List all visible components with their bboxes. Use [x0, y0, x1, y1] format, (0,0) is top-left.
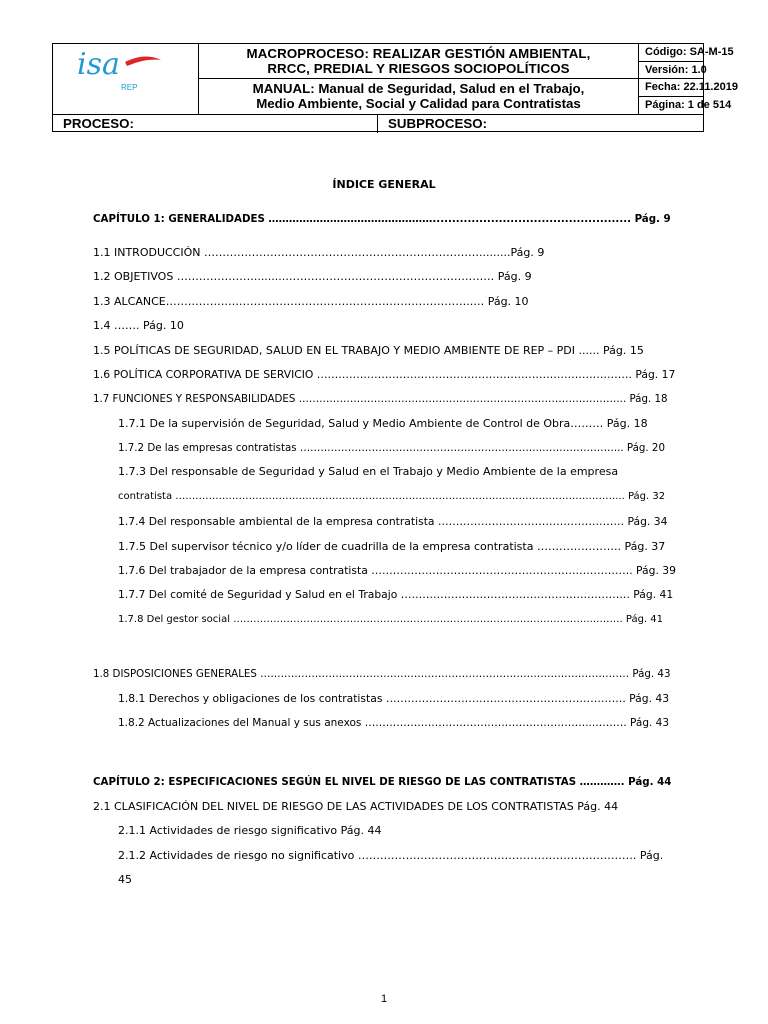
toc-entry-1-7-6[interactable]: 1.7.6 Del trabajador de la empresa contratista ………………………………………………………………. Pág. 39 [118, 564, 676, 577]
manual-line-2: Medio Ambiente, Social y Calidad para Contratistas [256, 96, 581, 111]
toc-entry-chapter-2[interactable]: CAPÍTULO 2: ESPECIFICACIONES SEGÚN EL NIVEL DE RIESGO DE LAS CONTRATISTAS …………. Pág. 44 [93, 776, 672, 788]
toc-entry-1-7-3[interactable]: 1.7.3 Del responsable de Seguridad y Salud en el Trabajo y Medio Ambiente de la empresa [118, 465, 619, 478]
toc-entry-1-8[interactable]: 1.8 DISPOSICIONES GENERALES ……………………………………………………………………………………………… Pág. 43 [93, 668, 671, 680]
page-number: 1 [380, 993, 388, 1005]
toc-entry-1-7-7[interactable]: 1.7.7 Del comité de Seguridad y Salud en el Trabajo ………………………………………………………. Pág. 41 [118, 588, 674, 601]
toc-entry-1-4[interactable]: 1.4 ……. Pág. 10 [93, 319, 184, 332]
toc-entry-1-8-2[interactable]: 1.8.2 Actualizaciones del Manual y sus anexos ………………………………………………………...……… Pág. 43 [118, 717, 670, 729]
proceso-label: PROCESO: [53, 115, 378, 133]
logo-rep-text: REP [121, 83, 138, 92]
manual-line-1: MANUAL: Manual de Seguridad, Salud en el Trabajo, [252, 81, 585, 96]
isa-logo [73, 46, 177, 110]
toc-entry-1-6[interactable]: 1.6 POLÍTICA CORPORATIVA DE SERVICIO ……………………………………………………………………………. Pág. 17 [93, 368, 676, 381]
toc-entry-2-1-2-cont[interactable]: 45 [118, 873, 132, 886]
macroproceso-line-2: RRCC, PREDIAL Y RIESGOS SOCIOPOLÍTICOS [267, 61, 570, 76]
toc-entry-1-7-8[interactable]: 1.7.8 Del gestor social ……………………………………………………………………………………………..………. Pág. 41 [118, 614, 664, 625]
fecha-field: Fecha: 22.11.2019 [639, 79, 703, 97]
toc-title: ÍNDICE GENERAL [332, 178, 436, 191]
toc-entry-1-7-1[interactable]: 1.7.1 De la supervisión de Seguridad, Salud y Medio Ambiente de Control de Obra……… Pág. 18 [118, 417, 648, 430]
toc-entry-1-7-2[interactable]: 1.7.2 De las empresas contratistas ……………………………………………………………..…………………... Pág. 20 [118, 442, 665, 454]
subproceso-label: SUBPROCESO: [388, 116, 487, 131]
toc-entry-2-1[interactable]: 2.1 CLASIFICACIÓN DEL NIVEL DE RIESGO DE LAS ACTIVIDADES DE LOS CONTRATISTAS Pág. 44 [93, 800, 619, 813]
toc-entry-chapter-1[interactable]: CAPÍTULO 1: GENERALIDADES …………………………………………................................................... Pág. 9 [93, 213, 671, 225]
proceso-row [53, 114, 703, 132]
manual-title [199, 79, 639, 114]
toc-entry-2-1-1[interactable]: 2.1.1 Actividades de riesgo significativo Pág. 44 [118, 824, 382, 837]
toc-entry-1-1[interactable]: 1.1 INTRODUCCIÓN ………………………………………………………………….........Pág. 9 [93, 246, 545, 259]
toc-entry-1-2[interactable]: 1.2 OBJETIVOS ………………….........………………………………………………… Pág. 9 [93, 270, 532, 283]
toc-entry-1-7-5[interactable]: 1.7.5 Del supervisor técnico y/o líder de cuadrilla de la empresa contratista ………………….. Pág. 37 [118, 540, 666, 553]
logo-cell [53, 44, 199, 114]
svg-text:isa: isa [77, 47, 120, 82]
macroproceso-line-1: MACROPROCESO: REALIZAR GESTIÓN AMBIENTAL, [246, 46, 591, 61]
version-field: Versión: 1.0 [639, 62, 703, 80]
toc-entry-1-3[interactable]: 1.3 ALCANCE……………….………………………………………………………..… Pág. 10 [93, 295, 529, 308]
toc-entry-1-7[interactable]: 1.7 FUNCIONES Y RESPONSABILIDADES …………………………………………………………………………………... Pág. 18 [93, 393, 668, 405]
toc-entry-1-7-3-cont[interactable]: contratista ……………………………………………………………………………………………………………………... Pág. 32 [118, 491, 666, 502]
toc-entry-1-8-1[interactable]: 1.8.1 Derechos y obligaciones de los contratistas …………………………………………………………. Pág. 43 [118, 692, 670, 705]
toc-entry-2-1-2[interactable]: 2.1.2 Actividades de riesgo no significativo …………………………………………………………………. Pág. [118, 849, 664, 862]
toc-entry-1-5[interactable]: 1.5 POLÍTICAS DE SEGURIDAD, SALUD EN EL TRABAJO Y MEDIO AMBIENTE DE REP – PDI ...... Pág. 15 [93, 344, 644, 357]
codigo-field: Código: SA-M-15 [639, 44, 703, 62]
macroproceso-title [199, 44, 639, 79]
document-header-table [52, 43, 738, 132]
toc-entry-1-7-4[interactable]: 1.7.4 Del responsable ambiental de la empresa contratista ……………………………………….…… Pág. 34 [118, 515, 668, 528]
pagina-field: Página: 1 de 514 [645, 98, 732, 111]
